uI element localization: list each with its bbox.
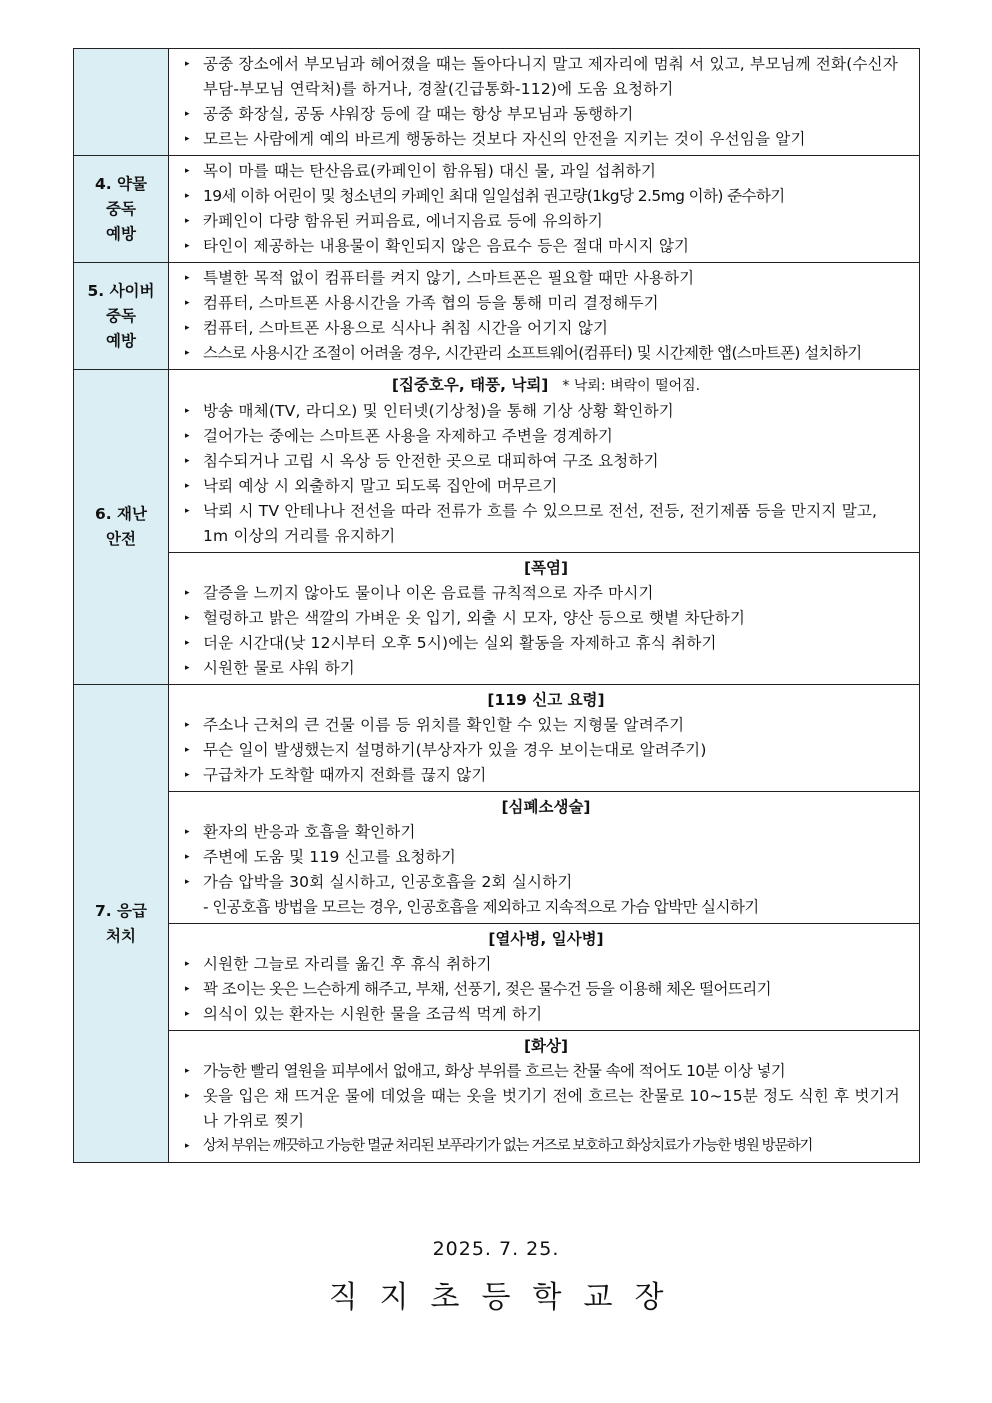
bullet-icon: ▸ xyxy=(185,1009,190,1019)
section-row-first-aid xyxy=(74,685,920,792)
list-item: ▸ 카페인이 다량 함유된 커피음료, 에너지음료 등에 유의하기 xyxy=(185,209,907,234)
bullet-icon: ▸ xyxy=(185,588,190,598)
list-item: ▸ 공중 장소에서 부모님과 헤어졌을 때는 돌아다니지 말고 제자리에 멈춰 서 있고, 부모님께 전화(수신자 부담-부모님 연락처)를 하거나, 경찰(긴급통화-112)에 도움 요청하기 xyxy=(185,52,907,102)
subsection-heading: [폭염] xyxy=(523,559,569,577)
list-item: ▸ 걸어가는 중에는 스마트폰 사용을 자제하고 주변을 경계하기 xyxy=(185,424,907,449)
safety-guidelines-table xyxy=(73,48,920,1163)
section-row-cyber-addiction xyxy=(74,263,920,370)
list-item: ▸ 모르는 사람에게 예의 바르게 행동하는 것보다 자신의 안전을 지키는 것이 우선임을 알기 xyxy=(185,127,907,152)
list-item: ▸ 타인이 제공하는 내용물이 확인되지 않은 음료수 등은 절대 마시지 않기 xyxy=(185,234,907,259)
list-item: ▸ 상처 부위는 깨끗하고 가능한 멸균 처리된 보푸라기가 없는 거즈로 보호하고 화상치료가 가능한 병원 방문하기 xyxy=(185,1134,907,1159)
bullet-icon: ▸ xyxy=(185,638,190,648)
bullet-icon: ▸ xyxy=(185,431,190,441)
bullet-icon: ▸ xyxy=(185,166,190,176)
bullet-icon: ▸ xyxy=(185,1091,190,1101)
bullet-icon: ▸ xyxy=(185,323,190,333)
list-item: ▸ 더운 시간대(낮 12시부터 오후 5시)에는 실외 활동을 자제하고 휴식 취하기 xyxy=(185,631,907,656)
bullet-icon: ▸ xyxy=(185,298,190,308)
list-item: ▸ 특별한 목적 없이 컴퓨터를 켜지 않기, 스마트폰은 필요할 때만 사용하기 xyxy=(185,266,907,291)
bullet-icon: ▸ xyxy=(185,191,190,201)
bullet-icon: ▸ xyxy=(185,456,190,466)
bullet-icon: ▸ xyxy=(185,745,190,755)
section-row-first-aid-heatstroke xyxy=(74,924,920,1031)
subsection-heading: [집중호우, 태풍, 낙뢰] * 낙뢰: 벼락이 떨어짐. xyxy=(391,376,701,394)
section-row-drug-addiction xyxy=(74,156,920,263)
list-item: ▸ 환자의 반응과 호흡을 확인하기 xyxy=(185,820,907,845)
bullet-icon: ▸ xyxy=(185,877,190,887)
bullet-icon: ▸ xyxy=(185,109,190,119)
list-item: ▸ 주변에 도움 및 119 신고를 요청하기 xyxy=(185,845,907,870)
footnote: * 낙뢰: 벼락이 떨어짐. xyxy=(562,378,701,394)
list-item: ▸ 방송 매체(TV, 라디오) 및 인터넷(기상청)을 통해 기상 상황 확인하기 xyxy=(185,399,907,424)
list-item: ▸ 낙뢰 예상 시 외출하지 말고 되도록 집안에 머무르기 xyxy=(185,474,907,499)
section-body xyxy=(169,49,920,156)
category-cell: 6. 재난 안전 xyxy=(74,370,169,685)
section-row-first-aid-burn xyxy=(74,1031,920,1163)
principal-signature: 직지초등학교장 xyxy=(328,1280,686,1315)
issue-date: 2025. 7. 25. xyxy=(432,1238,560,1260)
list-item: ▸ 의식이 있는 환자는 시원한 물을 조금씩 먹게 하기 xyxy=(185,1002,907,1027)
list-item: ▸ 주소나 근처의 큰 건물 이름 등 위치를 확인할 수 있는 지형물 알려주기 xyxy=(185,713,907,738)
bullet-icon: ▸ xyxy=(185,613,190,623)
subsection-storm xyxy=(169,370,920,553)
category-cell: 4. 약물 중독 예방 xyxy=(74,156,169,263)
section-row-disaster-safety-heat xyxy=(74,553,920,685)
bullet-icon: ▸ xyxy=(185,984,190,994)
subsection-heading: [119 신고 요령] xyxy=(487,691,605,709)
list-item: ▸ 무슨 일이 발생했는지 설명하기(부상자가 있을 경우 보이는대로 알려주기) xyxy=(185,738,907,763)
list-item: ▸ 갈증을 느끼지 않아도 물이나 이온 음료를 규칙적으로 자주 마시기 xyxy=(185,581,907,606)
sub-note: - 인공호흡 방법을 모르는 경우, 인공호흡을 제외하고 지속적으로 가슴 압박만 실시하기 xyxy=(203,898,759,916)
bullet-icon: ▸ xyxy=(185,770,190,780)
list-item: ▸ 침수되거나 고립 시 옥상 등 안전한 곳으로 대피하여 구조 요청하기 xyxy=(185,449,907,474)
list-item: ▸ 19세 이하 어린이 및 청소년의 카페인 최대 일일섭취 권고량(1kg당 2.5mg 이하) 준수하기 xyxy=(185,184,907,209)
category-cell: 7. 응급 처치 xyxy=(74,685,169,1163)
subsection-heading: [열사병, 일사병] xyxy=(488,930,604,948)
list-item: ▸ 낙뢰 시 TV 안테나나 전선을 따라 전류가 흐를 수 있으므로 전선, 전등, 전기제품 등을 만지지 말고, 1m 이상의 거리를 유지하기 xyxy=(185,499,907,549)
list-item: ▸ 목이 마를 때는 탄산음료(카페인이 함유됨) 대신 물, 과일 섭취하기 xyxy=(185,159,907,184)
bullet-icon: ▸ xyxy=(185,216,190,226)
bullet-icon: ▸ xyxy=(185,273,190,283)
bullet-icon: ▸ xyxy=(185,663,190,673)
subsection-cpr xyxy=(169,792,920,924)
list-item: ▸ 헐렁하고 밝은 색깔의 가벼운 옷 입기, 외출 시 모자, 양산 등으로 햇볕 차단하기 xyxy=(185,606,907,631)
bullet-icon: ▸ xyxy=(185,406,190,416)
list-item: ▸ 스스로 사용시간 조절이 어려울 경우, 시간관리 소프트웨어(컴퓨터) 및 시간제한 앱(스마트폰) 설치하기 xyxy=(185,341,907,366)
list-item: ▸ 시원한 그늘로 자리를 옮긴 후 휴식 취하기 xyxy=(185,952,907,977)
list-item: ▸ 구급차가 도착할 때까지 전화를 끊지 않기 xyxy=(185,763,907,788)
section-body xyxy=(169,263,920,370)
category-cell-empty xyxy=(74,49,169,156)
bullet-icon: ▸ xyxy=(185,1141,190,1151)
list-item: ▸ 가능한 빨리 열원을 피부에서 없애고, 화상 부위를 흐르는 찬물 속에 적어도 10분 이상 넣기 xyxy=(185,1059,907,1084)
bullet-icon: ▸ xyxy=(185,348,190,358)
subsection-heading: [심폐소생술] xyxy=(501,798,591,816)
subsection-119-report xyxy=(169,685,920,792)
section-row-first-aid-cpr xyxy=(74,792,920,924)
bullet-icon: ▸ xyxy=(185,1066,190,1076)
subsection-heatstroke xyxy=(169,924,920,1031)
subsection-burn xyxy=(169,1031,920,1163)
bullet-icon: ▸ xyxy=(185,481,190,491)
category-cell: 5. 사이버 중독 예방 xyxy=(74,263,169,370)
list-item: ▸ 시원한 물로 샤워 하기 xyxy=(185,656,907,681)
section-row-disaster-safety xyxy=(74,370,920,553)
list-item: ▸ 꽉 조이는 옷은 느슨하게 해주고, 부채, 선풍기, 젖은 물수건 등을 이용해 체온 떨어뜨리기 xyxy=(185,977,907,1002)
list-item: ▸ 가슴 압박을 30회 실시하고, 인공호흡을 2회 실시하기 xyxy=(185,870,907,895)
bullet-icon: ▸ xyxy=(185,506,190,516)
section-row-continued xyxy=(74,49,920,156)
subsection-heading: [화상] xyxy=(523,1037,569,1055)
list-item: ▸ 컴퓨터, 스마트폰 사용으로 식사나 취침 시간을 어기지 않기 xyxy=(185,316,907,341)
list-item: ▸ 공중 화장실, 공동 샤워장 등에 갈 때는 항상 부모님과 동행하기 xyxy=(185,102,907,127)
section-body xyxy=(169,156,920,263)
bullet-icon: ▸ xyxy=(185,59,190,69)
subsection-heatwave xyxy=(169,553,920,685)
bullet-icon: ▸ xyxy=(185,134,190,144)
list-item: ▸ 옷을 입은 채 뜨거운 물에 데었을 때는 옷을 벗기기 전에 흐르는 찬물로 10~15분 정도 식힌 후 벗기거나 가위로 찢기 xyxy=(185,1084,907,1134)
bullet-icon: ▸ xyxy=(185,827,190,837)
bullet-icon: ▸ xyxy=(185,241,190,251)
bullet-icon: ▸ xyxy=(185,720,190,730)
list-item: ▸ 컴퓨터, 스마트폰 사용시간을 가족 협의 등을 통해 미리 결정해두기 xyxy=(185,291,907,316)
bullet-icon: ▸ xyxy=(185,852,190,862)
bullet-icon: ▸ xyxy=(185,959,190,969)
